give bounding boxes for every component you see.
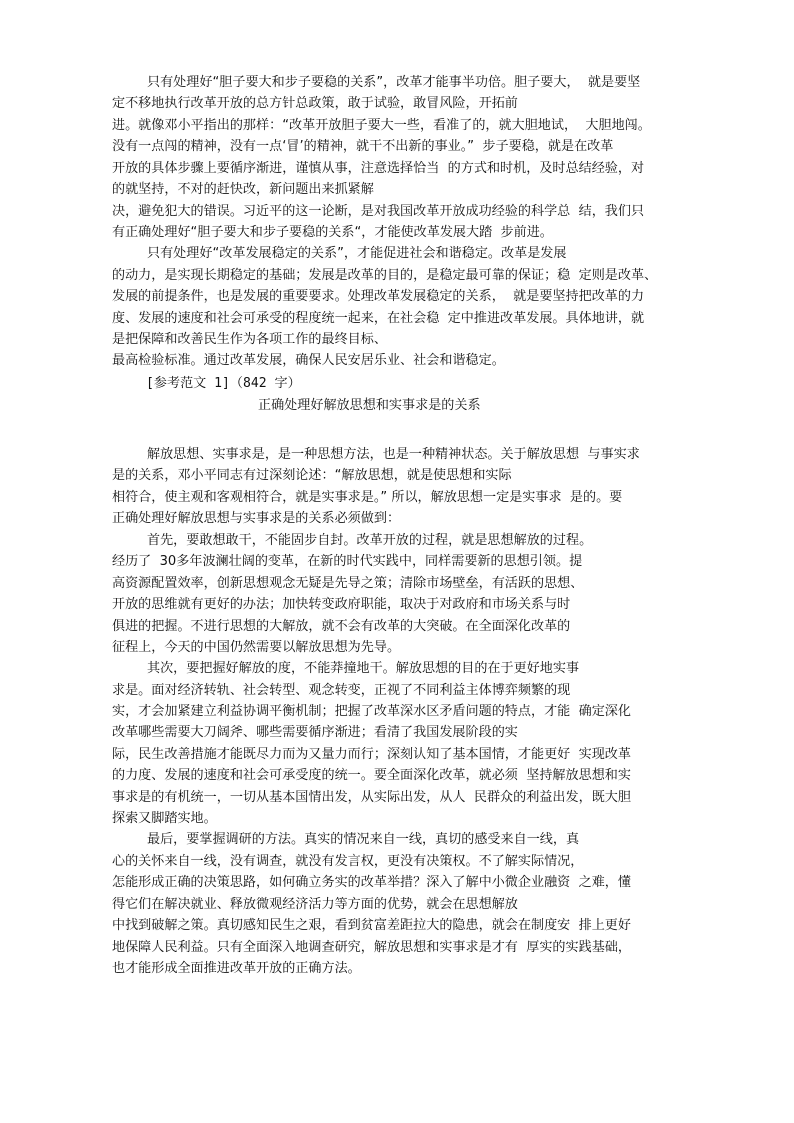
- text-line: 求是。面对经济转轨、社会转型、观念转变，正视了不同利益主体博弈频繁的现: [112, 683, 571, 698]
- text-line: 解放思想、实事求是，是一种思想方法，也是一种精神状态。关于解放思想 与事实求: [147, 447, 640, 462]
- text-line: 最高检验标准。通过改革发展，确保人民安居乐业、社会和谐稳定。: [112, 353, 505, 368]
- text-line: 改革哪些需要大刀阔斧、哪些需要循序渐进；看清了我国发展阶段的实: [112, 725, 518, 740]
- text-line: 最后，要掌握调研的方法。真实的情况来自一线，真切的感受来自一线，真: [147, 832, 580, 847]
- text-line: 没有一点闯的精神，没有一点‘冒’的精神，就干不出新的事业。” 步子要稳，就是在改革: [112, 139, 614, 154]
- text-line: 只有处理好“改革发展稳定的关系”，才能促进社会和谐稳定。改革是发展: [147, 246, 567, 261]
- text-line: 探索又脚踏实地。: [112, 811, 217, 826]
- text-line: 实，才会加紧建立利益协调平衡机制；把握了改革深水区矛盾问题的特点，才能 确定深化: [112, 704, 631, 719]
- text-line: 定不移地执行改革开放的总方针总政策，敢于试验，敢冒风险，开拓前: [112, 96, 518, 111]
- text-line: 是的关系，邓小平同志有过深刻论述：“解放思想，就是使思想和实际: [112, 468, 512, 483]
- text-line: 是把保障和改善民生作为各项工作的最终目标、: [112, 332, 387, 347]
- essay-title: 正确处理好解放思想和实事求是的关系: [258, 398, 481, 413]
- text-line: 征程上，今天的中国仍然需要以解放思想为先导。: [112, 640, 401, 655]
- text-line: 度、发展的速度和社会可承受的程度统一起来，在社会稳 定中推进改革发展。具体地讲，就: [112, 311, 645, 326]
- text-line: 开放的思维就有更好的办法；加快转变政府职能，取决于对政府和市场关系与时: [112, 597, 571, 612]
- text-line: 事求是的有机统一，一切从基本国情出发，从实际出发，从人 民群众的利益出发，既大胆: [112, 790, 631, 805]
- text-line: 决，避免犯大的错误。习近平的这一论断，是对我国改革开放成功经验的科学总 结，我们只: [112, 204, 645, 219]
- text-line: 也才能形成全面推进改革开放的正确方法。: [112, 961, 361, 976]
- text-line: 心的关怀来自一线，没有调查，就没有发言权，更没有决策权。不了解实际情况，: [112, 854, 584, 869]
- text-line: 有正确处理好“胆子要大和步子要稳的关系“，才能使改革发展大踏 步前进。: [112, 225, 553, 240]
- text-line: 俱进的把握。不进行思想的大解放，就不会有改革的大突破。在全面深化改革的: [112, 619, 571, 634]
- text-line: 正确处理好解放思想与实事求是的关系必须做到：: [112, 511, 401, 526]
- text-line: 进。就像邓小平指出的那样：“改革开放胆子要大一些，看准了的，就大胆地试， 大胆地闯。: [112, 118, 651, 133]
- text-line: 得它们在解决就业、释放微观经济活力等方面的优势，就会在思想解放: [112, 897, 518, 912]
- text-line: 的力度、发展的速度和社会可承受度的统一。要全面深化改革，就必须 坚持解放思想和实: [112, 768, 631, 783]
- reference-caption: [参考范文 1]（842 字）: [146, 376, 301, 391]
- text-line: 中找到破解之策。真切感知民生之艰，看到贫富差距拉大的隐患，就会在制度安 排上更好: [112, 918, 631, 933]
- text-line: 首先，要敢想敢干，不能固步自封。改革开放的过程，就是思想解放的过程。: [147, 533, 593, 548]
- text-line: 际，民生改善措施才能既尽力而为又量力而行；深刻认知了基本国情，才能更好 实现改革: [112, 747, 631, 762]
- text-line: 经历了 30多年波澜壮阔的变革，在新的时代实践中，同样需要新的思想引领。提: [112, 554, 583, 569]
- text-line: 开放的具体步骤上要循序渐进，谨慎从事，注意选择恰当 的方式和时机，及时总结经验，对: [112, 161, 645, 176]
- text-line: 怎能形成正确的决策思路，如何确立务实的改革举措？深入了解中小微企业融资 之难，懂: [112, 875, 631, 890]
- text-line: 只有处理好“胆子要大和步子要稳的关系”，改革才能事半功倍。胆子要大， 就是要坚: [147, 75, 641, 90]
- text-line: 的就坚持，不对的赶快改，新问题出来抓紧解: [112, 182, 374, 197]
- text-line: 高资源配置效率，创新思想观念无疑是先导之策；清除市场壁垒，有活跃的思想、: [112, 576, 584, 591]
- text-line: 的动力，是实现长期稳定的基础；发展是改革的目的，是稳定最可靠的保证；稳 定则是改革、: [112, 268, 658, 283]
- text-line: 相符合，使主观和客观相符合，就是实事求是。” 所以，解放思想一定是实事求 是的。要: [112, 490, 623, 505]
- text-line: 地保障人民利益。只有全面深入地调查研究，解放思想和实事求是才有 厚实的实践基础，: [112, 940, 631, 955]
- text-line: 发展的前提条件，也是发展的重要要求。处理改革发展稳定的关系， 就是要坚持把改革的力: [112, 289, 645, 304]
- text-line: 其次，要把握好解放的度，不能莽撞地干。解放思想的目的在于更好地实事: [147, 661, 580, 676]
